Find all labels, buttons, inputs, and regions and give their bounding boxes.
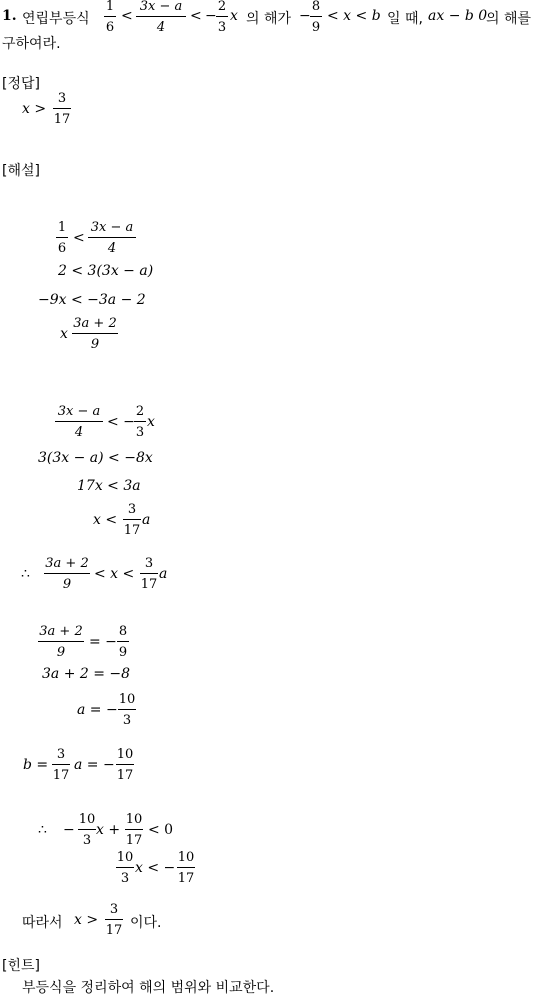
var-a: a (159, 566, 168, 582)
fraction: 3x − a 4 (88, 220, 136, 256)
fraction: 3 17 (140, 556, 158, 592)
conclusion-post: 이다. (130, 915, 162, 931)
problem-frac-3: 2 3 (217, 0, 227, 35)
fraction: 10 3 (116, 850, 134, 886)
fraction: 3 17 (123, 502, 141, 538)
hint-label: [힌트] (2, 958, 40, 974)
problem-frac-1: 1 6 (105, 0, 115, 35)
fraction: 3 17 (105, 902, 123, 938)
problem-expression: ax − b 0 (428, 8, 488, 24)
problem-frac-2: 3x − a 4 (136, 0, 186, 35)
fraction: 3x − a 4 (55, 404, 103, 440)
equation-line: 3a + 2 = −8 (42, 666, 131, 682)
answer-label: [정답] (2, 76, 40, 92)
problem-text-d: 의 해를 (486, 11, 532, 27)
fraction: 10 3 (118, 692, 136, 728)
problem-text-c: 일 때, (387, 11, 423, 27)
fraction: 1 6 (57, 220, 67, 256)
equation-lhs: x < (93, 512, 118, 528)
var-x: x (230, 8, 238, 24)
problem-text-a: 연립부등식 (22, 11, 90, 27)
problem-number: 1. (2, 8, 17, 24)
problem-inequality: < x < b (327, 8, 381, 24)
lt-sign: < (73, 230, 85, 246)
fraction: 3a + 2 9 (73, 316, 117, 352)
equation-tail: < 0 (148, 822, 174, 838)
fraction: 10 17 (177, 850, 195, 886)
fraction: 8 9 (118, 624, 128, 660)
operator: = − (89, 634, 117, 650)
fraction: 10 17 (125, 812, 143, 848)
therefore-symbol: ∴ (38, 822, 47, 838)
answer-lhs: x > (22, 101, 47, 117)
solution-label: [해설] (2, 163, 40, 179)
fraction: 3 17 (52, 747, 70, 783)
fraction: 3a + 2 9 (39, 624, 83, 660)
equation-lhs: b = (23, 757, 49, 773)
minus-sign: − (63, 822, 75, 838)
equation-mid: x < − (135, 860, 176, 876)
equation-line: 17x < 3a (77, 478, 141, 494)
equation-mid: a = − (74, 757, 115, 773)
fraction: 3a + 2 9 (45, 556, 89, 592)
problem-frac-4: 8 9 (311, 0, 321, 35)
conclusion-math: x > (74, 912, 99, 928)
var-a: a (142, 512, 151, 528)
lt-sign: < (121, 8, 133, 24)
minus-sign: − (299, 8, 311, 24)
equation-line: 2 < 3(3x − a) (58, 263, 154, 279)
hint-text: 부등식을 정리하여 해의 범위와 비교한다. (22, 980, 275, 996)
answer-fraction: 3 17 (53, 91, 71, 127)
equation-lhs: a = − (77, 702, 118, 718)
minus-sign: − (205, 8, 217, 24)
therefore-symbol: ∴ (21, 566, 30, 582)
var-x: x (147, 414, 155, 430)
equation-line: −9x < −3a − 2 (38, 292, 146, 308)
fraction: 10 17 (116, 747, 134, 783)
problem-text-b: 의 해가 (246, 11, 292, 27)
operator: < − (107, 414, 135, 430)
inequality-mid: < x < (94, 566, 135, 582)
equation-mid: x + (96, 822, 121, 838)
lt-sign: < (190, 8, 202, 24)
conclusion-pre: 따라서 (22, 915, 63, 931)
var-x: x (60, 326, 68, 342)
fraction: 2 3 (135, 404, 145, 440)
fraction: 10 3 (78, 812, 96, 848)
equation-line: 3(3x − a) < −8x (38, 450, 153, 466)
problem-line-2: 구하여라. (2, 36, 61, 52)
